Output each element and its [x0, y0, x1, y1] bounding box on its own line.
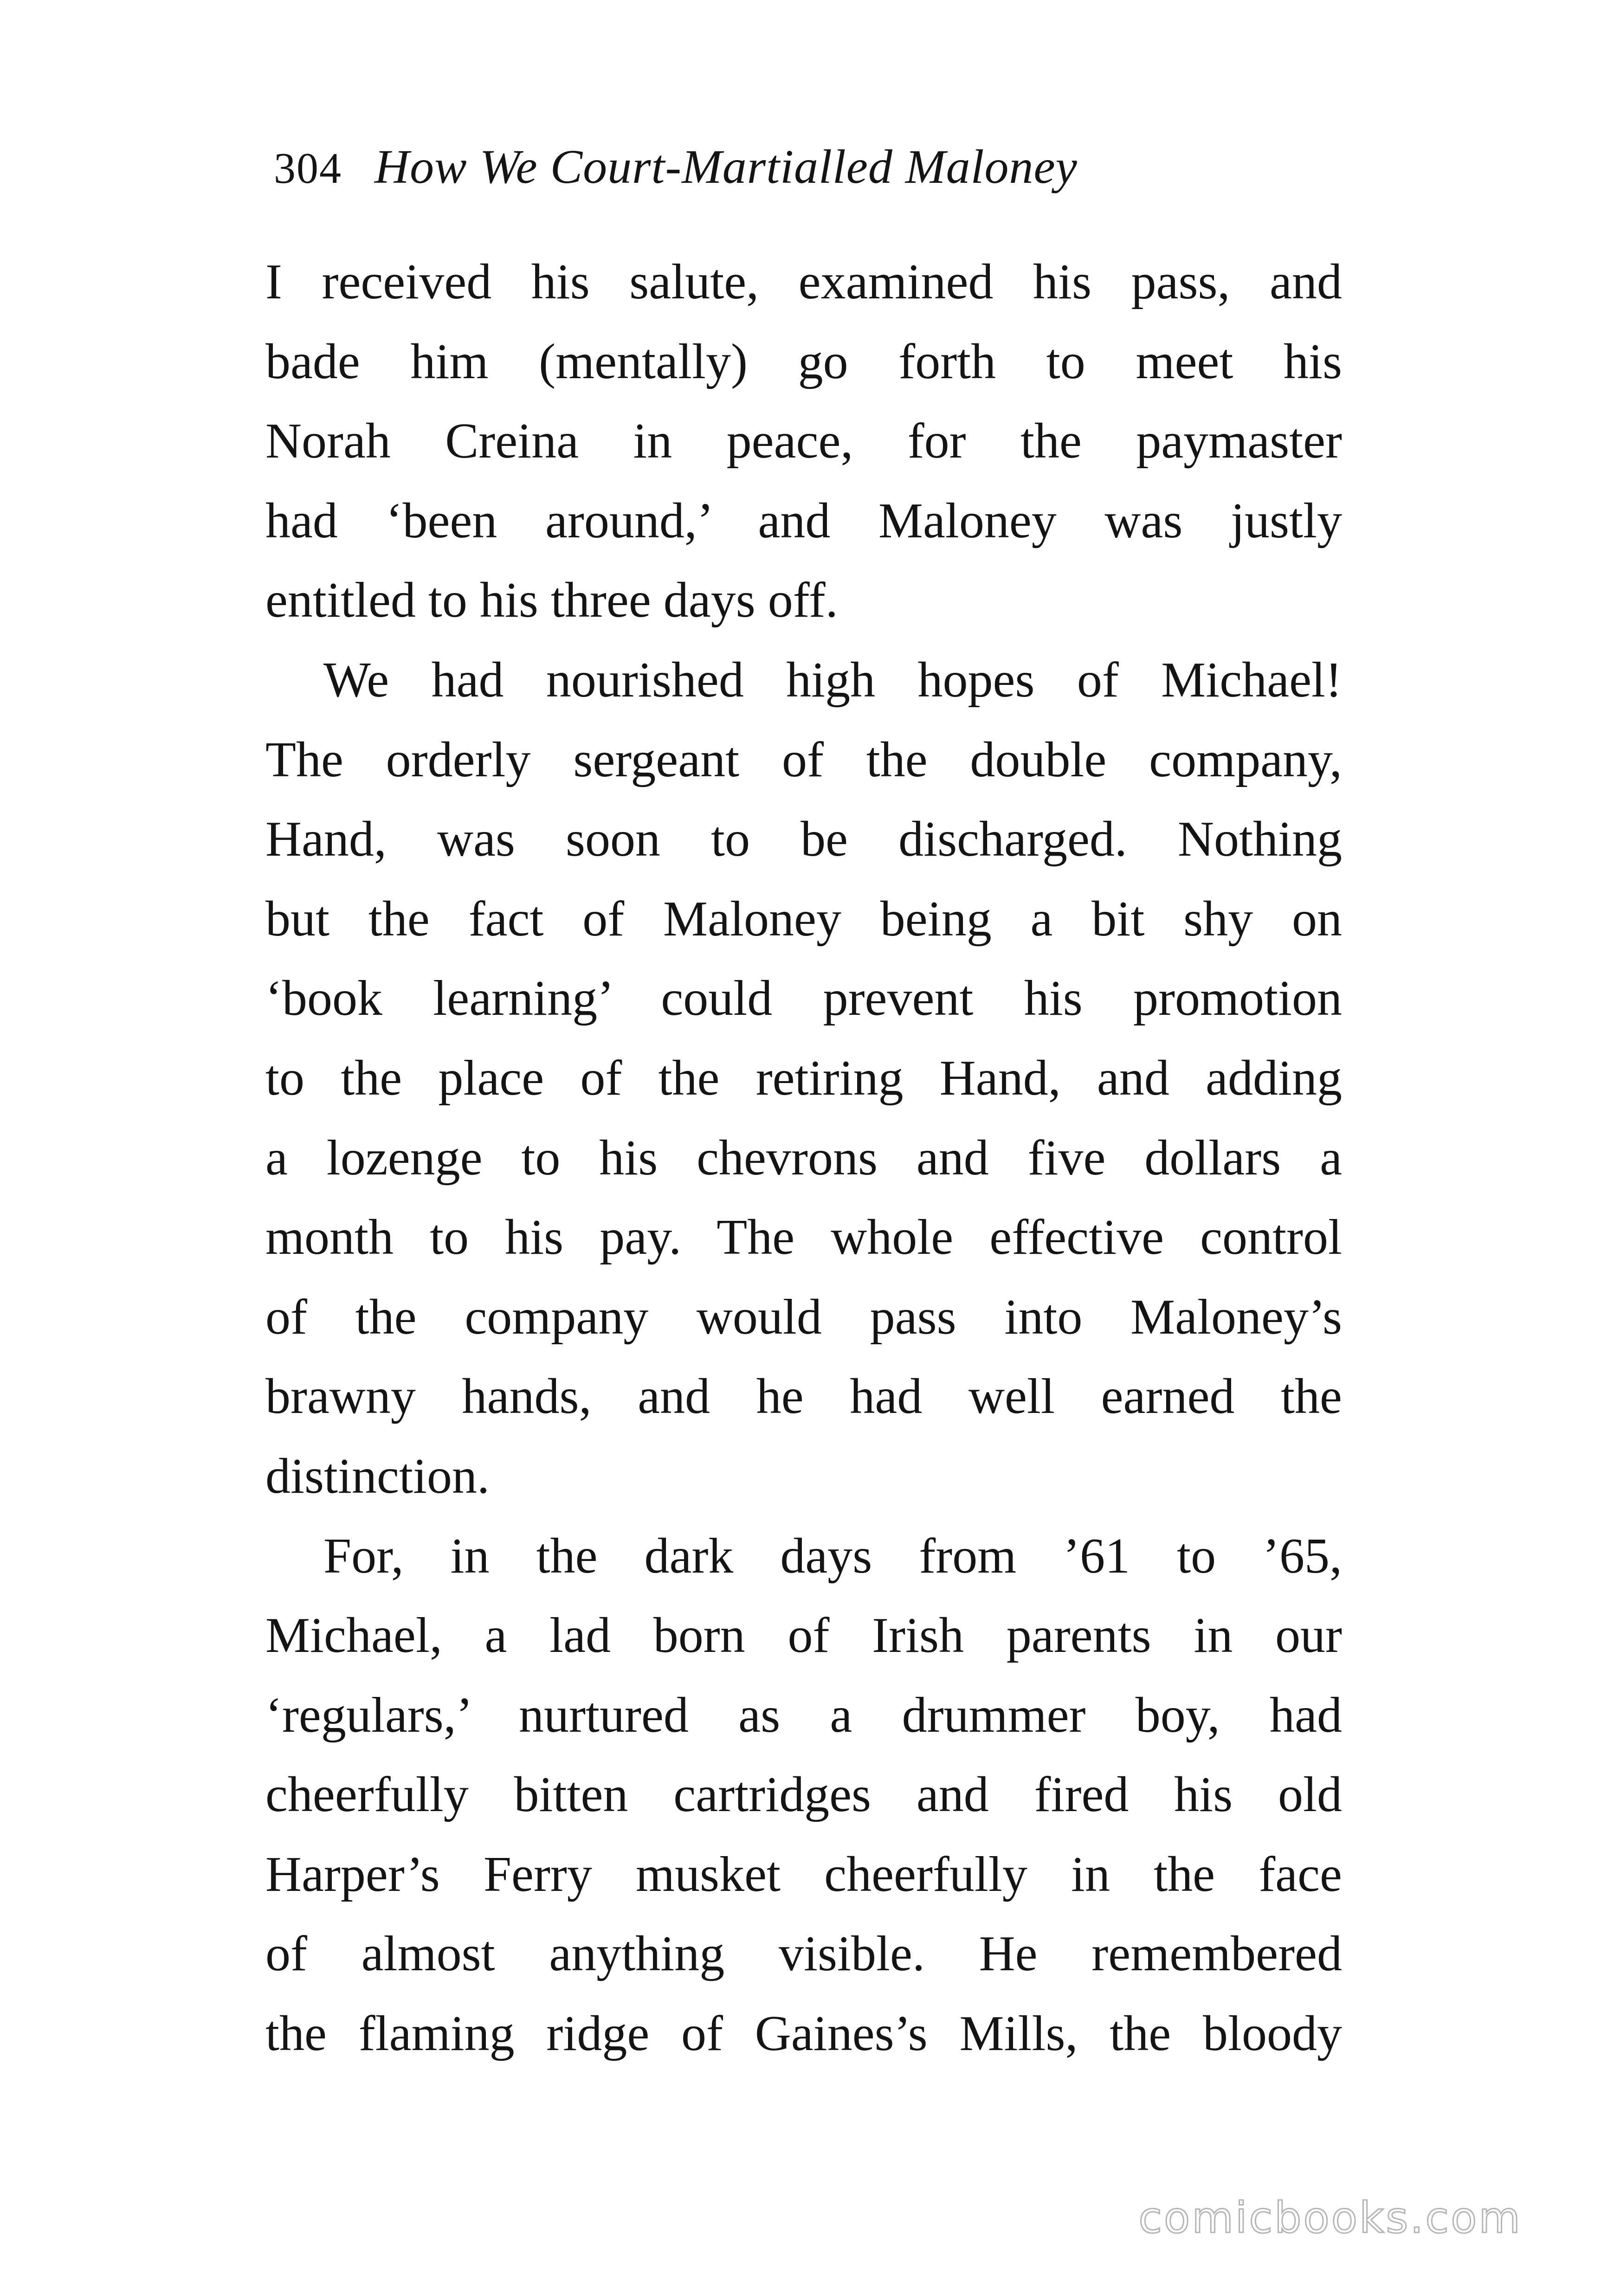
body-text — [265, 242, 1342, 2074]
text-line: brawny hands, and he had well earned the — [265, 1369, 1342, 1425]
text-line: Harper’s Ferry musket cheerfully in the face — [265, 1846, 1342, 1902]
text-line: of the company would pass into Maloney’s — [265, 1289, 1342, 1345]
text-line: a lozenge to his chevrons and five dollars a — [265, 1130, 1342, 1186]
text-line: distinction. — [265, 1448, 490, 1504]
text-line: We had nourished high hopes of Michael! — [323, 652, 1342, 708]
text-line: I received his salute, examined his pass, and — [265, 254, 1342, 310]
running-head — [274, 139, 1341, 204]
text-line: Norah Creina in peace, for the paymaster — [265, 413, 1342, 469]
text-line: Hand, was soon to be discharged. Nothing — [265, 812, 1342, 867]
watermark: comicbooks.com — [1138, 2193, 1522, 2243]
text-line: ‘book learning’ could prevent his promotion — [265, 971, 1342, 1026]
text-line: of almost anything visible. He remembered — [265, 1926, 1342, 1982]
text-line: but the fact of Maloney being a bit shy on — [265, 891, 1342, 947]
text-line: ‘regulars,’ nurtured as a drummer boy, had — [265, 1687, 1342, 1743]
text-line: had ‘been around,’ and Maloney was justly — [265, 493, 1342, 548]
text-line: For, in the dark days from ’61 to ’65, — [323, 1528, 1342, 1584]
text-line: to the place of the retiring Hand, and adding — [265, 1050, 1342, 1106]
text-line: cheerfully bitten cartridges and fired his old — [265, 1767, 1342, 1823]
running-title: How We Court-Martialled Maloney — [374, 140, 1078, 193]
text-line: the flaming ridge of Gaines’s Mills, the bloody — [265, 2006, 1342, 2062]
text-line: bade him (mentally) go forth to meet his — [265, 334, 1342, 389]
text-line: The orderly sergeant of the double company, — [265, 732, 1342, 787]
text-line: Michael, a lad born of Irish parents in our — [265, 1608, 1342, 1664]
page-number: 304 — [274, 144, 342, 193]
text-line: month to his pay. The whole effective control — [265, 1210, 1342, 1265]
text-line: entitled to his three days off. — [265, 573, 838, 628]
